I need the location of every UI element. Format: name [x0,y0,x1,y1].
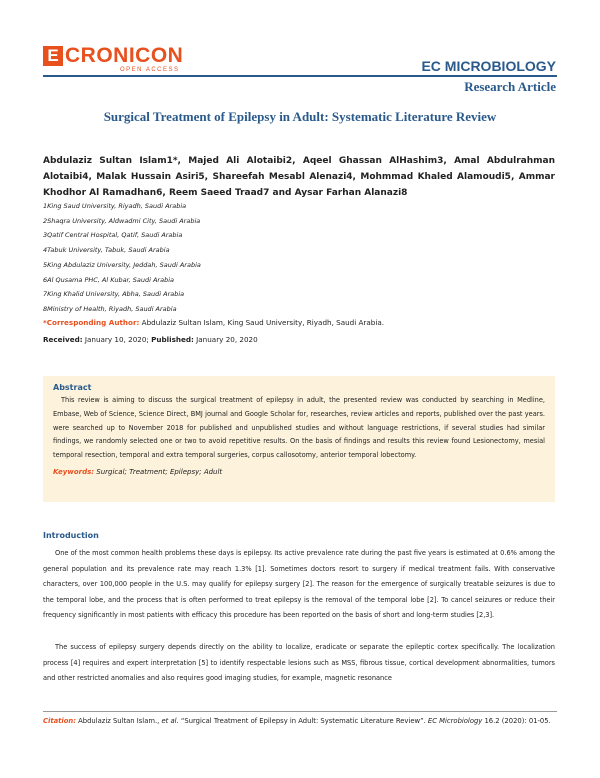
corresponding-author [43,318,555,327]
keywords [53,468,545,476]
article-dates [43,335,555,344]
keywords-label: Keywords: [53,467,95,476]
received-label: Received: [43,335,83,344]
author-list: Abdulaziz Sultan Islam1*, Majed Ali Alotaibi2, Aqeel Ghassan AlHashim3, Amal Abdulrahman Alotaibi4, Malak Hussain Asiri5, Shareefah Mesabl Alenazi4, Mohmmad Khaled Alamoudi5, Ammar Khodhor Al Ramadhan6, Reem Saeed Traad7 and Aysar Farhan Alanazi8 [43,156,555,198]
affiliation-item: 5King Abdulaziz University, Jeddah, Saudi Arabia [43,260,201,269]
affiliation-item: 6Al Qusama PHC, Al Kubar, Saudi Arabia [43,275,175,284]
affiliation-item: 2Shaqra University, Aldwadmi City, Saudi Arabia [43,216,201,225]
keywords-text: Surgical; Treatment; Epilepsy; Adult [94,467,223,476]
affiliation-item: 8Ministry of Health, Riyadh, Saudi Arabia [43,304,177,313]
abstract-text: This review is aiming to discuss the surgical treatment of epilepsy in adult, the presented review was conducted by searching in Medline, Embase, Web of Science, Science Direct, BMJ journal and Google Scholar for, researches, review articles and reports, published over the past years. were searched up to November 2018 for published and unpublished studies and without language restrictions, if several studies had similar findings, we randomly selected one or two to avoid repetitive results. On the basis of findings and results this review found Lesionectomy, mesial temporal resection, temporal and extra temporal surgeries, corpus callosotomy, anterior temporal lobectomy. [53,396,545,460]
citation-volume: 16.2 (2020): 01-05. [482,717,551,725]
citation-journal: EC Microbiology [427,717,483,725]
abstract-box [43,376,555,502]
corresponding-label: *Corresponding Author: [43,318,140,327]
header-rule [43,75,557,77]
citation-title: “Surgical Treatment of Epilepsy in Adult: Systematic Literature Review”. [178,717,428,725]
paragraph: One of the most common health problems these days is epilepsy. Its active prevalence rate during the past five years is estimated at 0.6% among the general population and its prevalence rate may reach 1.3% [1]. Sometimes doctors resort to surgery if medical treatment fails. With conservative characters, over 100,000 people in the U.S. may qualify for epilepsy surgery [2]. The reason for the emergence of surgically treatable seizures is due to the temporal lobe, and the process that is often performed to treat epilepsy is the removal of the temporal lobe [2]. To cancel seizures or reduce their frequency significantly in most patients with efficacy this procedure has been reported on the basis of short and long-term studies [2,3]. [43,549,555,619]
section-heading-introduction: Introduction [43,531,99,540]
citation-label: Citation: [43,717,76,725]
citation-etal: et al. [161,717,179,725]
publisher-logo [43,46,183,66]
affiliation-item: 7King Khalid University, Abha, Saudi Arabia [43,290,185,299]
journal-name: EC MICROBIOLOGY [421,58,556,74]
article-type: Research Article [464,79,556,94]
citation-footer [43,714,555,729]
received-date: January 10, 2020; [82,335,152,344]
article-title: Surgical Treatment of Epilepsy in Adult: Systematic Literature Review [103,109,497,124]
paragraph: The success of epilepsy surgery depends directly on the ability to localize, eradicate or separate the epileptic cortex specifically. The localization process [4] requires and expert interpretation [5] to identify respectable lesions such as MSS, fibrous tissue, cortical development abnormalities, tumors and other restricted anomalies and also requires good imaging studies, for example, magnetic resonance [43,643,555,682]
published-date: January 20, 2020 [193,335,258,344]
affiliation-list [43,199,555,317]
affiliation-item: 3Qatif Central Hospital, Qatif, Saudi Arabia [43,231,183,240]
citation-text: Abdulaziz Sultan Islam., [75,717,162,725]
citation-rule [43,711,557,712]
corresponding-text: Abdulaziz Sultan Islam, King Saud University, Riyadh, Saudi Arabia. [139,318,385,327]
abstract-heading: Abstract [53,383,92,392]
affiliation-item: 4Tabuk University, Tabuk, Saudi Arabia [43,246,170,255]
affiliation-item: 1King Saud University, Riyadh, Saudi Arabia [43,202,187,210]
logo-subtitle: OPEN ACCESS [120,67,180,73]
logo-mark: E [43,46,63,66]
logo-text: CRONICON [65,44,184,67]
published-label: Published: [151,335,194,344]
